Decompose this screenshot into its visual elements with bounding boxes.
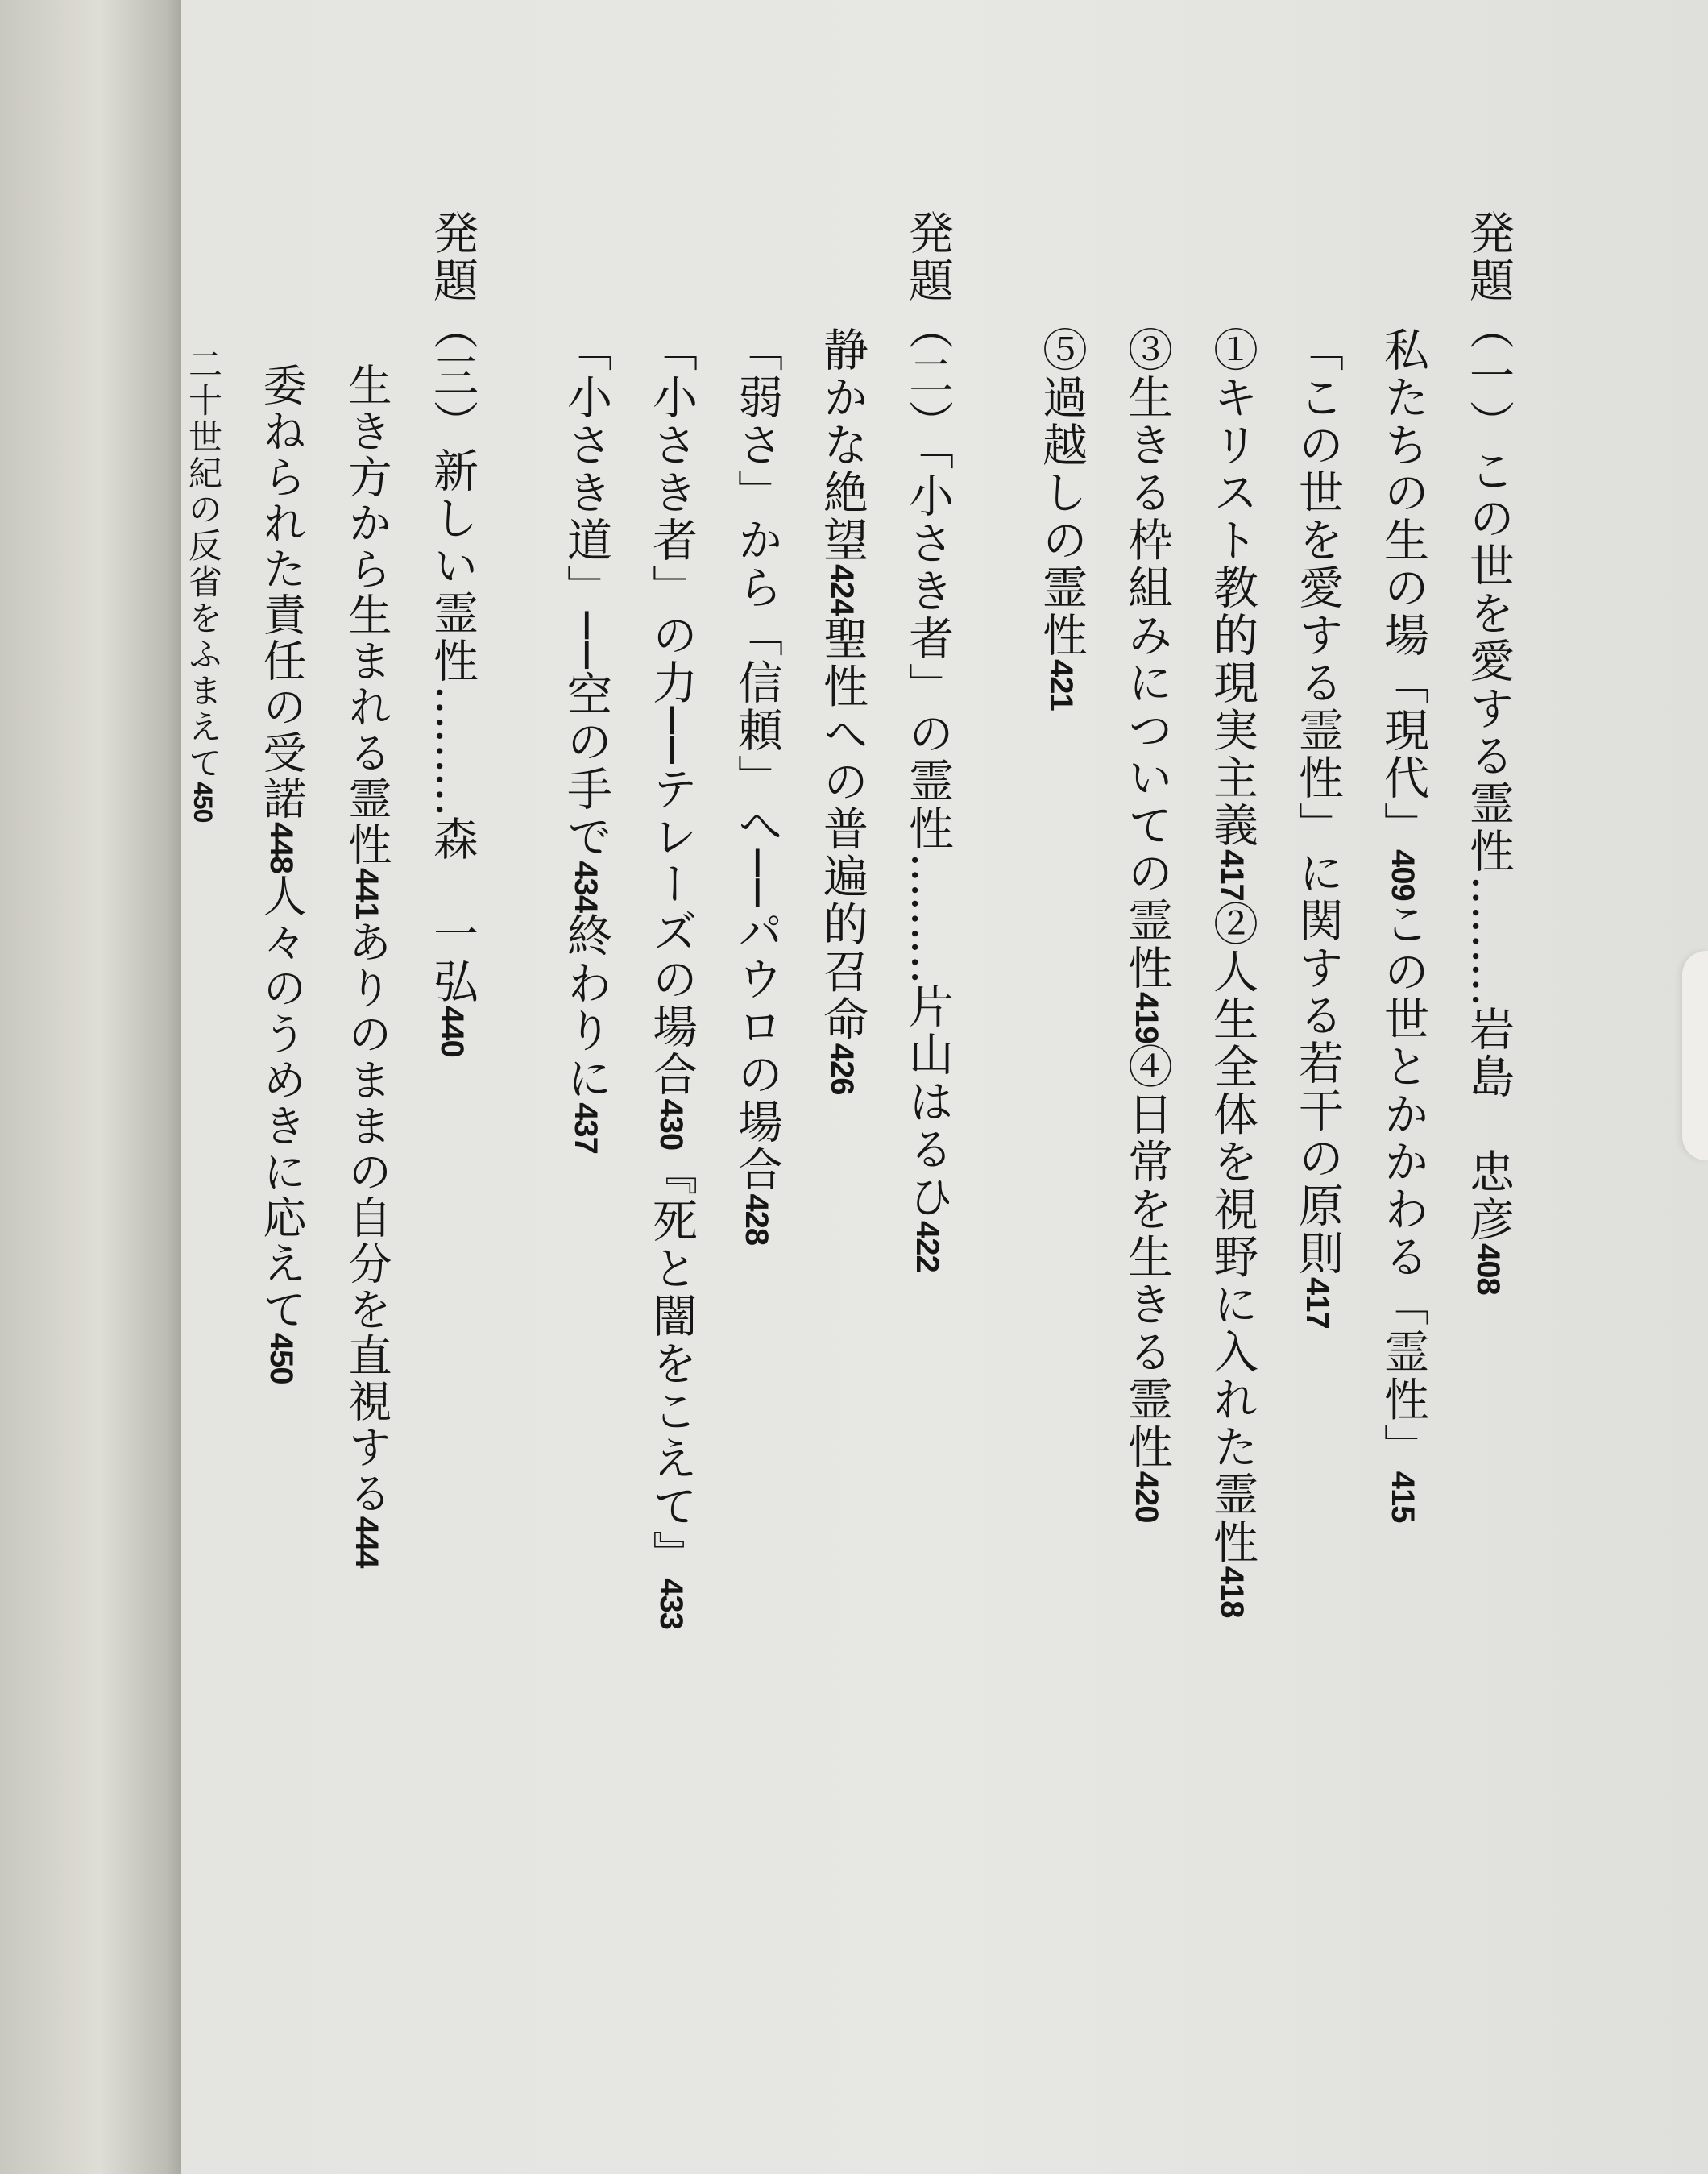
entry-page: 419 <box>1129 992 1164 1043</box>
entry-text: 『死と闇をこえて』 <box>645 1150 698 1579</box>
list-item <box>1104 326 1189 2063</box>
list-item <box>628 326 714 2063</box>
entry-page: 437 <box>568 1102 603 1154</box>
section-2-heading <box>885 210 970 2063</box>
list-item <box>1189 326 1275 2063</box>
entry-text: この世とかかわる「霊性」 <box>1377 900 1429 1471</box>
book-gutter <box>0 0 181 2174</box>
entry-text: 生き方から生まれる霊性 <box>342 363 392 868</box>
section-1-title: 発題（一）この世を愛する霊性 <box>1462 210 1515 875</box>
section-3-dots: ……… <box>426 685 479 815</box>
section-1-dots: ……… <box>1462 875 1515 1006</box>
entry-text: 私たちの生の場「現代」 <box>1377 326 1429 849</box>
entry-text: 人々のうめきに応えて <box>256 873 307 1333</box>
list-item <box>324 363 409 2063</box>
entry-page: 417 <box>1300 1277 1335 1329</box>
entry-text: 「小さき者」の力──テレーズの場合 <box>645 326 698 1099</box>
entry-page: 424 <box>824 564 860 616</box>
list-item <box>1018 326 1104 2063</box>
entry-page: 421 <box>1043 659 1079 711</box>
entry-text: 「小さき道」──空の手で <box>560 326 612 861</box>
section-2-dots: ……… <box>902 853 954 983</box>
entry-page: 434 <box>568 861 603 913</box>
section-2-title: 発題（二）「小さき者」の霊性 <box>902 210 954 853</box>
section-2-author: 片山はるひ <box>902 983 954 1221</box>
entry-page: 417 <box>1214 849 1250 901</box>
entry-page: 441 <box>349 868 384 919</box>
entry-page: 428 <box>739 1193 774 1246</box>
section-2-page: 422 <box>910 1221 945 1272</box>
list-item <box>714 326 799 2063</box>
entry-text: ②人生全体を視野に入れた霊性 <box>1206 900 1258 1566</box>
entry-text: ④日常を生きる霊性 <box>1121 1043 1173 1471</box>
entry-page: 420 <box>1129 1471 1164 1523</box>
table-of-contents <box>184 210 1531 2063</box>
entry-page: 415 <box>1385 1471 1420 1523</box>
entry-text: ⑤過越しの霊性 <box>1035 326 1088 659</box>
entry-page: 418 <box>1214 1566 1250 1618</box>
section-1-author: 岩島 忠彦 <box>1462 1006 1515 1243</box>
entry-text: 「弱さ」から「信頼」へ──パウロの場合 <box>731 326 783 1194</box>
section-3-title: 発題（三）新しい霊性 <box>426 210 479 685</box>
entry-text: 委ねられた責任の受諾 <box>256 363 307 822</box>
section-3-author: 森 一弘 <box>426 815 479 1006</box>
entry-text: 終わりに <box>560 912 612 1103</box>
entry-text: ありのままの自分を直視する <box>342 919 392 1516</box>
list-item <box>543 326 628 2063</box>
section-3-page: 440 <box>434 1006 470 1057</box>
entry-text: ①キリスト教的現実主義 <box>1206 326 1258 849</box>
entry-page: 430 <box>653 1098 689 1151</box>
entry-page: 409 <box>1385 849 1420 901</box>
entry-page: 444 <box>349 1516 384 1568</box>
entry-page: 448 <box>263 822 299 873</box>
page-edge-tab <box>1682 951 1708 1160</box>
list-item <box>799 326 885 2063</box>
entry-text: 「この世を愛する霊性」に関する若干の原則 <box>1291 326 1344 1277</box>
entry-page: 426 <box>824 1043 860 1095</box>
entry-text: 聖性への普遍的召命 <box>816 615 869 1043</box>
entry-page: 433 <box>653 1578 689 1629</box>
list-item <box>1275 326 1360 2063</box>
list-item <box>168 346 238 2063</box>
entry-text: 静かな絶望 <box>816 326 869 564</box>
list-item <box>1360 326 1445 2063</box>
section-1-page: 408 <box>1470 1243 1506 1295</box>
entry-page: 450 <box>263 1332 299 1384</box>
section-1-heading <box>1445 210 1531 2063</box>
entry-text: 二十世紀の反省をふまえて <box>184 346 223 782</box>
section-3-heading <box>409 210 495 2063</box>
entry-text: ③生きる枠組みについての霊性 <box>1121 326 1173 992</box>
list-item <box>238 363 324 2063</box>
entry-page: 450 <box>189 782 218 823</box>
